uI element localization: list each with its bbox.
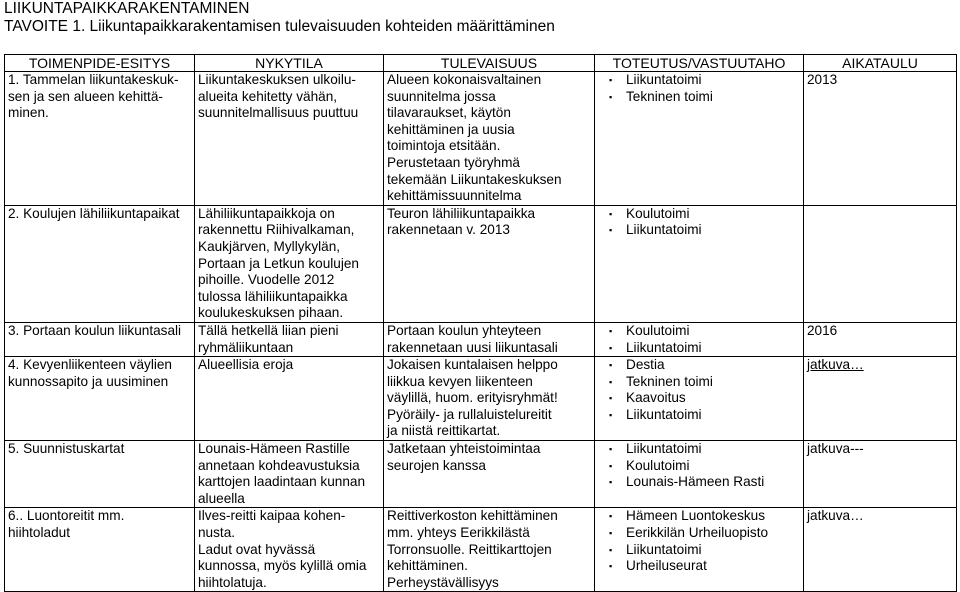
action-cell: 4. Kevyenliikenteen väylien kunnossapito ja uusiminen — [5, 357, 195, 441]
bullet-icon: ▪ — [609, 342, 613, 353]
bullet-icon: ▪ — [609, 460, 613, 471]
bullet-icon: ▪ — [609, 91, 613, 102]
schedule-cell: jatkuva--- — [804, 441, 957, 508]
responsible-item: ▪ Eerikkilän Urheiluopisto — [609, 525, 769, 541]
responsible-item: ▪ Liikuntatoimi — [609, 72, 702, 87]
responsible-item: ▪ Liikuntatoimi — [609, 406, 702, 422]
responsible-item: ▪ Liikuntatoimi — [609, 339, 702, 355]
table-header-row — [5, 55, 957, 72]
table-row — [5, 322, 957, 356]
responsible-item: ▪ Tekninen toimi — [609, 373, 713, 389]
future-cell: Alueen kokonaisvaltainen suunnitelma jossa tilavaraukset, käytön kehittäminen ja uusia toimintoja etsitään. Perustetaan työryhmä tekemään Liikuntakeskuksen kehittämissuunnitelma — [384, 72, 595, 206]
schedule-cell — [804, 205, 957, 322]
future-cell: Portaan koulun yhteyteen rakennetaan uusi liikuntasali — [384, 322, 595, 356]
current-cell: Alueellisia eroja — [195, 357, 384, 441]
responsible-item: ▪ Hämeen Luontokeskus — [609, 508, 766, 524]
action-cell: 3. Portaan koulun liikuntasali — [5, 322, 195, 356]
schedule-cell: 2013 — [804, 72, 957, 206]
future-cell: Jokaisen kuntalaisen helppo liikkua kevyen liikenteen väylillä, huom. erityisryhmät! Pyöräily- ja rullaluistelureitit ja niistä reittikartat. — [384, 357, 595, 441]
plan-table — [4, 54, 957, 592]
current-cell: Lähiliikuntapaikkoja on rakennettu Riihivalkaman, Kaukjärven, Myllykylän, Portaan ja Letkun koulujen pihoille. Vuodelle 2012 tulossa lähiliikuntapaikka koulukeskuksen pihaan. — [195, 205, 384, 322]
bullet-icon: ▪ — [609, 393, 613, 404]
bullet-icon: ▪ — [609, 444, 613, 455]
bullet-icon: ▪ — [609, 409, 613, 420]
bullet-icon: ▪ — [609, 528, 613, 539]
bullet-icon: ▪ — [609, 511, 613, 522]
document-title: LIIKUNTAPAIKKARAKENTAMINEN — [4, 0, 250, 17]
responsible-item: ▪ Liikuntatoimi — [609, 441, 702, 457]
schedule-cell: jatkuva… — [804, 357, 957, 441]
responsible-item: ▪ Koulutoimi — [609, 457, 690, 473]
bullet-icon: ▪ — [609, 208, 613, 219]
header-responsible: TOTEUTUS/VASTUUTAHO — [595, 55, 804, 72]
table-row — [5, 357, 957, 441]
bullet-icon: ▪ — [609, 477, 613, 488]
current-cell: Liikuntakeskuksen ulkoilu- alueita kehitetty vähän, suunnitelmallisuus puuttuu — [195, 72, 384, 206]
bullet-icon: ▪ — [609, 376, 613, 387]
responsible-item: ▪ Urheiluseurat — [609, 558, 707, 574]
responsible-item: ▪ Destia — [609, 357, 665, 373]
header-future: TULEVAISUUS — [384, 55, 595, 72]
responsible-cell — [595, 508, 804, 592]
responsible-cell — [595, 441, 804, 508]
responsible-cell — [595, 205, 804, 322]
schedule-cell: 2016 — [804, 322, 957, 356]
bullet-icon: ▪ — [609, 325, 613, 336]
responsible-item: ▪ Kaavoitus — [609, 390, 686, 406]
schedule-cell: jatkuva… — [804, 508, 957, 592]
action-cell: 5. Suunnistuskartat — [5, 441, 195, 508]
bullet-icon: ▪ — [609, 561, 613, 572]
bullet-icon: ▪ — [609, 544, 613, 555]
responsible-item: ▪ Koulutoimi — [609, 322, 690, 338]
current-cell: Lounais-Hämeen Rastille annetaan kohdeavustuksia karttojen laadintaan kunnan alueella — [195, 441, 384, 508]
responsible-item: ▪ Koulutoimi — [609, 205, 690, 221]
current-cell: Tällä hetkellä liian pieni ryhmäliikuntaan — [195, 322, 384, 356]
responsible-cell — [595, 72, 804, 206]
table-row — [5, 441, 957, 508]
table-row — [5, 508, 957, 592]
responsible-item: ▪ Lounais-Hämeen Rasti — [609, 474, 765, 490]
future-cell: Teuron lähiliikuntapaikka rakennetaan v. 2013 — [384, 205, 595, 322]
future-cell: Jatketaan yhteistoimintaa seurojen kanssa — [384, 441, 595, 508]
future-cell: Reittiverkoston kehittäminen mm. yhteys Eerikkilästä Torronsuolle. Reittikarttojen kehittäminen. Perheystävällisyys — [384, 508, 595, 592]
table-row — [5, 72, 957, 206]
action-cell: 6.. Luontoreitit mm. hiihtoladut — [5, 508, 195, 592]
bullet-icon: ▪ — [609, 75, 613, 85]
action-cell: 1. Tammelan liikuntakeskuk- sen ja sen alueen kehittä- minen. — [5, 72, 195, 206]
responsible-item: ▪ Liikuntatoimi — [609, 222, 702, 238]
bullet-icon: ▪ — [609, 225, 613, 236]
header-schedule: AIKATAULU — [804, 55, 957, 72]
responsible-cell — [595, 322, 804, 356]
responsible-item: ▪ Tekninen toimi — [609, 88, 713, 104]
goal-heading: TAVOITE 1. Liikuntapaikkarakentamisen tulevaisuuden kohteiden määrittäminen — [4, 18, 555, 35]
responsible-cell — [595, 357, 804, 441]
action-cell: 2. Koulujen lähiliikuntapaikat — [5, 205, 195, 322]
header-action: TOIMENPIDE-ESITYS — [5, 55, 195, 72]
current-cell: Ilves-reitti kaipaa kohen- nusta. Ladut ovat hyvässä kunnossa, myös kylillä omia hiihtolatuja. — [195, 508, 384, 592]
table-row — [5, 205, 957, 322]
header-current: NYKYTILA — [195, 55, 384, 72]
bullet-icon: ▪ — [609, 360, 613, 371]
responsible-item: ▪ Liikuntatoimi — [609, 541, 702, 557]
